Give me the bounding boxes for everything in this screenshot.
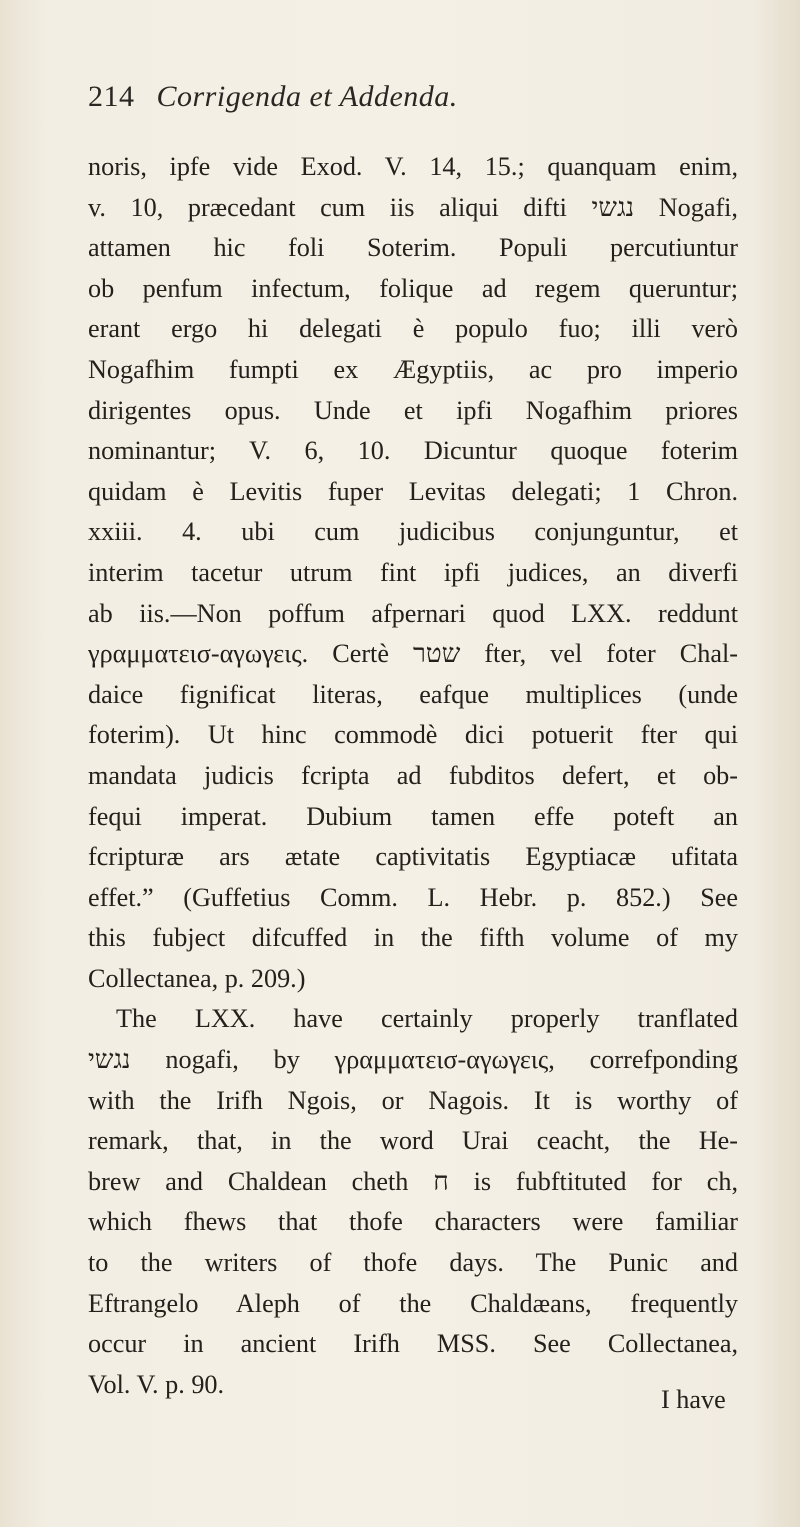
text-line: foterim). Ut hinc commodè dici potuerit fter qui (88, 720, 738, 750)
text-line: ab iis.—Non poffum afpernari quod LXX. reddunt (88, 598, 738, 628)
text-line: ob penfum infectum, folique ad regem queruntur; (88, 273, 738, 303)
text-line: v. 10, præcedant cum iis aliqui difti נגשי Nogafi, (88, 192, 738, 222)
text-line: quidam è Levitis fuper Levitas delegati; 1 Chron. (88, 476, 738, 506)
running-header (88, 80, 728, 114)
text-line: which fhews that thofe characters were familiar (88, 1207, 738, 1237)
text-line: erant ergo hi delegati è populo fuo; illi verò (88, 314, 738, 344)
text-line: brew and Chaldean cheth ח is fubftituted for ch, (88, 1166, 739, 1196)
text-line: this fubject difcuffed in the fifth volume of my (88, 923, 738, 953)
text-line: effet.” (Guffetius Comm. L. Hebr. p. 852.) See (88, 882, 738, 912)
text-line: interim tacetur utrum fint ipfi judices, an diverfi (88, 557, 738, 587)
running-title: Corrigenda et Addenda. (156, 80, 458, 113)
text-line: daice fignificat literas, eafque multiplices (unde (88, 679, 738, 709)
text-line: Eftrangelo Aleph of the Chaldæans, frequently (88, 1288, 738, 1318)
text-line: nominantur; V. 6, 10. Dicuntur quoque foterim (88, 436, 738, 466)
page-number: 214 (88, 80, 135, 113)
text-line: attamen hic foli Soterim. Populi percutiuntur (88, 233, 738, 263)
text-line: occur in ancient Irifh MSS. See Collectanea, (88, 1329, 738, 1359)
text-line: Collectanea, p. 209.) (88, 963, 306, 993)
text-line: mandata judicis fcripta ad fubditos defert, et ob- (88, 760, 738, 790)
text-line: Vol. V. p. 90. (88, 1369, 225, 1399)
text-line: נגשי nogafi, by γραμματεισ-αγωγεις, correfponding (88, 1045, 738, 1075)
catchword: I have (661, 1385, 726, 1414)
text-line: fequi imperat. Dubium tamen effe poteft an (88, 801, 738, 831)
text-line: fcripturæ ars ætate captivitatis Egyptiacæ ufitata (88, 842, 738, 872)
text-line: with the Irifh Ngois, or Nagois. It is worthy of (88, 1085, 738, 1115)
text-line: xxiii. 4. ubi cum judicibus conjunguntur, et (88, 517, 738, 547)
text-line: The LXX. have certainly properly tranflated (116, 1004, 738, 1034)
text-line: dirigentes opus. Unde et ipfi Nogafhim priores (88, 395, 738, 425)
text-line: to the writers of thofe days. The Punic and (88, 1248, 738, 1278)
body-text (88, 147, 738, 1405)
text-line: Nogafhim fumpti ex Ægyptiis, ac pro imperio (88, 354, 738, 384)
text-line: remark, that, in the word Urai ceacht, the He- (88, 1126, 738, 1156)
text-line: γραμματεισ-αγωγεις. Certè שטר fter, vel foter Chal- (88, 639, 738, 669)
text-line: noris, ipfe vide Exod. V. 14, 15.; quanquam enim, (88, 152, 738, 181)
